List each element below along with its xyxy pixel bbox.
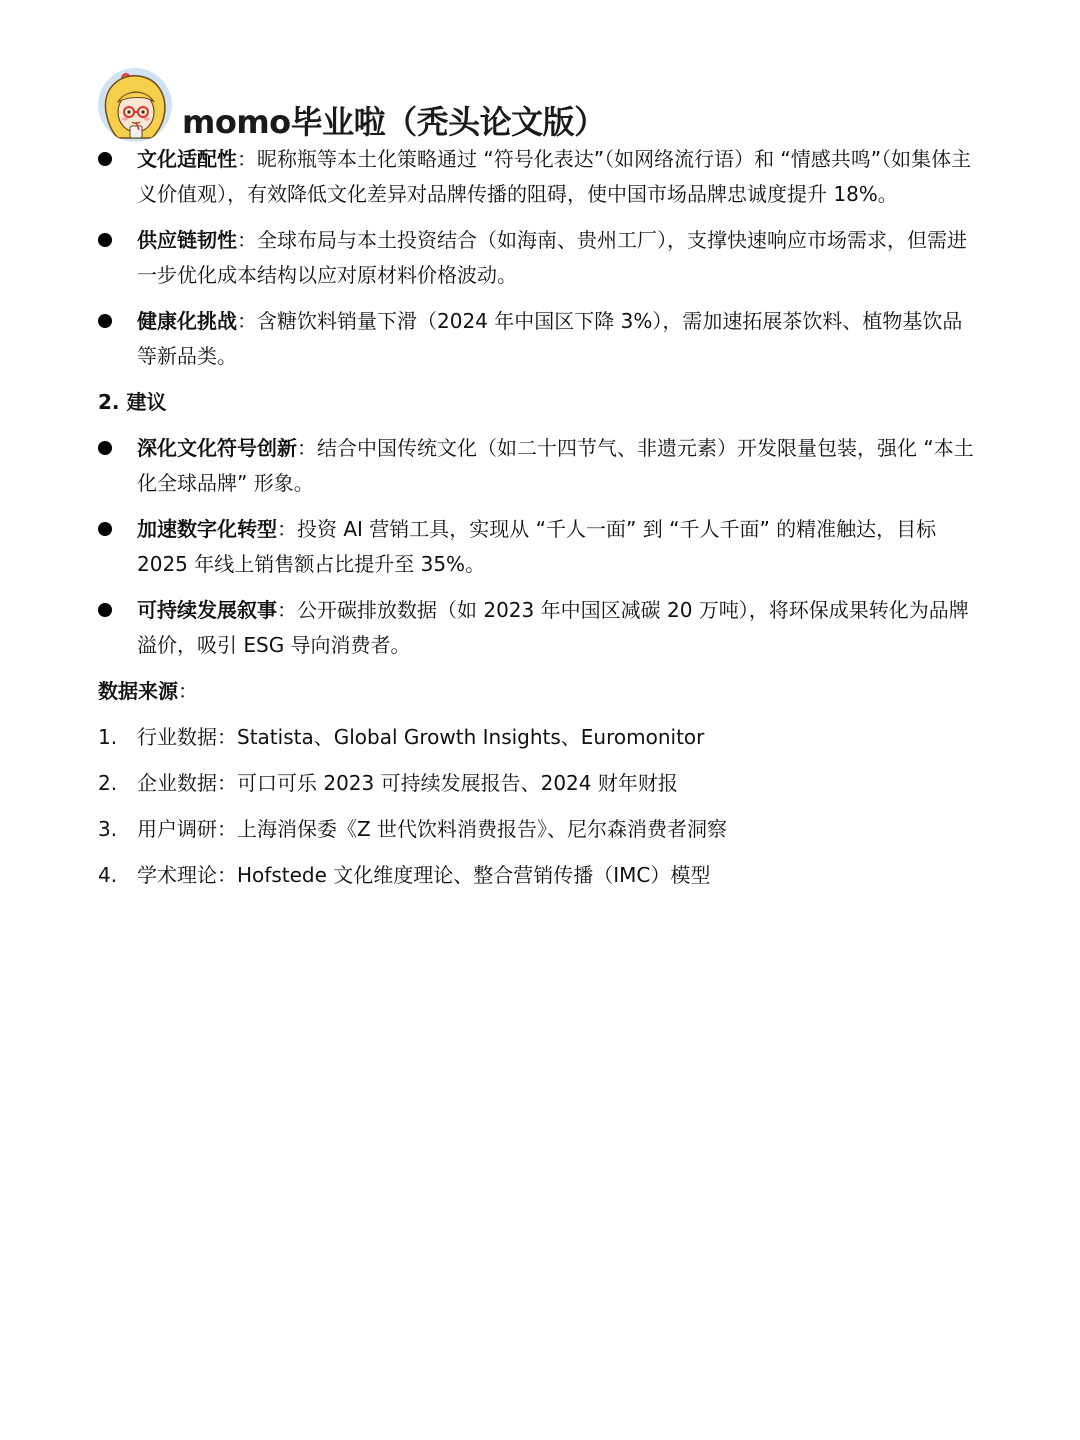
suggestions-heading: 2. 建议 — [98, 390, 167, 414]
item-text: 昵称瓶等本土化策略通过 “符号化表达”（如网络流行语）和 “情感共鸣”（如集体主义价值观），有效降低文化差异对品牌传播的阻碍，使中国市场品牌忠诚度提升 18%。 — [137, 147, 972, 206]
source-item — [98, 812, 980, 847]
conclusions-list — [98, 142, 980, 374]
document-body — [98, 142, 980, 904]
source-number: 2. — [98, 771, 118, 795]
item-term: 健康化挑战 — [137, 309, 237, 333]
item-separator: ： — [237, 309, 257, 333]
avatar-illustration — [98, 68, 172, 142]
item-text: 结合中国传统文化（如二十四节气、非遗元素）开发限量包装，强化 “本土化全球品牌” 形象。 — [137, 436, 974, 495]
item-text: 公开碳排放数据（如 2023 年中国区减碳 20 万吨），将环保成果转化为品牌溢价，吸引 ESG 导向消费者。 — [137, 598, 969, 657]
sources-list — [98, 720, 980, 893]
item-separator: ： — [277, 517, 297, 541]
sources-heading — [98, 674, 980, 709]
bullet-icon — [98, 233, 112, 247]
list-item — [98, 593, 980, 663]
item-term: 可持续发展叙事 — [137, 598, 277, 622]
list-item — [98, 142, 980, 212]
author-header — [98, 66, 606, 142]
sources-separator: ： — [178, 679, 198, 703]
item-term: 供应链韧性 — [137, 228, 237, 252]
item-separator: ： — [237, 228, 257, 252]
source-item — [98, 720, 980, 755]
bullet-icon — [98, 522, 112, 536]
item-term: 加速数字化转型 — [137, 517, 277, 541]
item-text: 全球布局与本土投资结合（如海南、贵州工厂），支撑快速响应市场需求，但需进一步优化成本结构以应对原材料价格波动。 — [137, 228, 967, 287]
source-number: 4. — [98, 863, 118, 887]
bullet-icon — [98, 314, 112, 328]
list-item — [98, 512, 980, 582]
sources-title: 数据来源 — [98, 679, 178, 703]
item-term: 深化文化符号创新 — [137, 436, 297, 460]
source-item — [98, 858, 980, 893]
item-separator: ： — [277, 598, 297, 622]
source-text: 企业数据：可口可乐 2023 可持续发展报告、2024 财年财报 — [137, 771, 678, 795]
source-item — [98, 766, 980, 801]
list-item — [98, 431, 980, 501]
item-text: 投资 AI 营销工具，实现从 “千人一面” 到 “千人千面” 的精准触达，目标 2025 年线上销售额占比提升至 35%。 — [137, 517, 937, 576]
source-text: 行业数据：Statista、Global Growth Insights、Euromonitor — [137, 725, 705, 749]
item-separator: ： — [237, 147, 257, 171]
source-text: 用户调研：上海消保委《Z 世代饮料消费报告》、尼尔森消费者洞察 — [137, 817, 728, 841]
source-number: 1. — [98, 725, 118, 749]
avatar[interactable] — [98, 68, 172, 142]
item-separator: ： — [297, 436, 317, 460]
source-text: 学术理论：Hofstede 文化维度理论、整合营销传播（IMC）模型 — [137, 863, 711, 887]
bullet-icon — [98, 441, 112, 455]
bullet-icon — [98, 152, 112, 166]
author-name: momo毕业啦（秃头论文版） — [182, 103, 606, 141]
suggestions-list — [98, 431, 980, 663]
bullet-icon — [98, 603, 112, 617]
list-item — [98, 223, 980, 293]
list-item — [98, 304, 980, 374]
item-text: 含糖饮料销量下滑（2024 年中国区下降 3%），需加速拓展茶饮料、植物基饮品等新品类。 — [137, 309, 963, 368]
source-number: 3. — [98, 817, 118, 841]
item-term: 文化适配性 — [137, 147, 237, 171]
